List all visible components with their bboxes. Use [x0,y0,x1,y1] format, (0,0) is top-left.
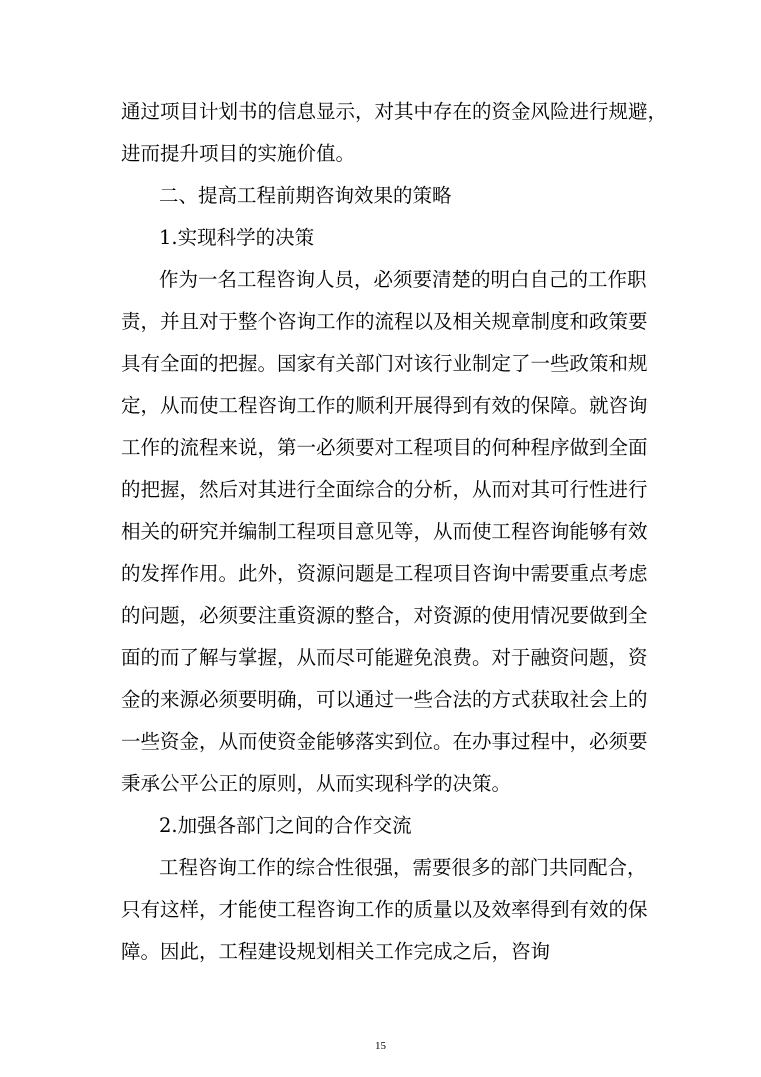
body-text-line: 责，并且对于整个咨询工作的流程以及相关规章制度和政策要 [121,310,648,333]
body-text-line: 具有全面的把握。国家有关部门对该行业制定了一些政策和规 [121,352,648,375]
body-text-line: 一些资金，从而使资金能够落实到位。在办事过程中，必须要 [121,730,648,753]
body-text-line: 工作的流程来说，第一必须要对工程项目的何种程序做到全面 [121,436,648,459]
body-text-line: 进而提升项目的实施价值。 [121,142,356,165]
body-text-line: 的问题，必须要注重资源的整合，对资源的使用情况要做到全 [121,604,648,627]
body-text-line: 金的来源必须要明确，可以通过一些合法的方式获取社会上的 [121,688,648,711]
body-text-line: 的把握，然后对其进行全面综合的分析，从而对其可行性进行 [121,478,648,501]
section-heading: 二、提高工程前期咨询效果的策略 [159,184,452,207]
body-text-line: 障。因此，工程建设规划相关工作完成之后，咨询 [121,940,551,963]
body-text-line: 面的而了解与掌握，从而尽可能避免浪费。对于融资问题，资 [121,646,648,669]
body-text-line: 相关的研究并编制工程项目意见等，从而使工程咨询能够有效 [121,520,648,543]
body-text-line: 的发挥作用。此外，资源问题是工程项目咨询中需要重点考虑 [121,562,648,585]
body-text-line: 工程咨询工作的综合性很强，需要很多的部门共同配合， [159,856,647,879]
body-text-line: 作为一名工程咨询人员，必须要清楚的明白自己的工作职 [159,268,647,291]
subsection-heading: 2.加强各部门之间的合作交流 [159,814,412,837]
body-text-line: 秉承公平公正的原则，从而实现科学的决策。 [121,772,512,795]
body-text-line: 通过项目计划书的信息显示，对其中存在的资金风险进行规避， [121,100,668,123]
subsection-heading: 1.实现科学的决策 [159,226,315,249]
body-text-line: 定，从而使工程咨询工作的顺利开展得到有效的保障。就咨询 [121,394,648,417]
body-text-line: 只有这样，才能使工程咨询工作的质量以及效率得到有效的保 [121,898,648,921]
page-number: 15 [375,1040,386,1052]
